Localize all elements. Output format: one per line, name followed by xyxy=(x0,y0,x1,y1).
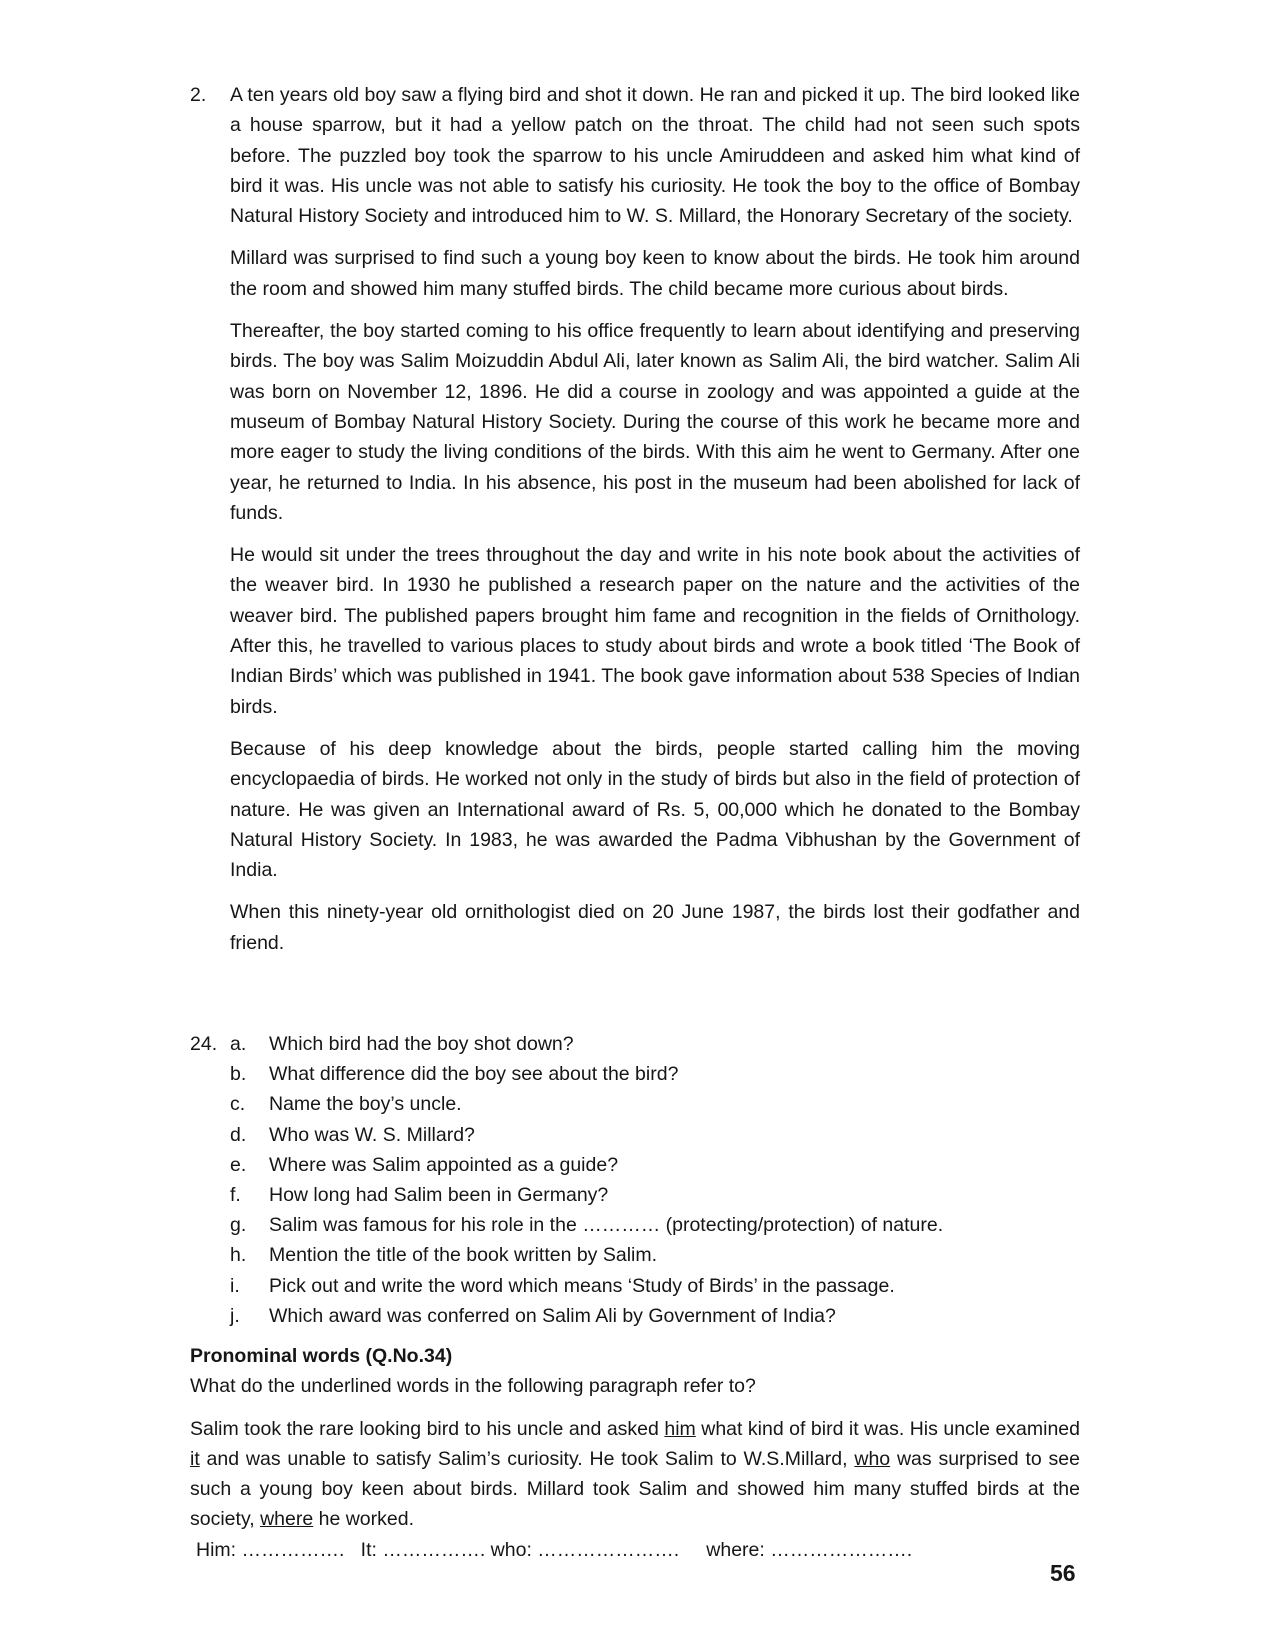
question-text: Name the boy’s uncle. xyxy=(269,1093,462,1116)
question-item xyxy=(230,1089,1080,1119)
question-letter: e. xyxy=(230,1153,247,1176)
text-segment: and was unable to satisfy Salim’s curiosity. He took Salim to W.S.Millard, xyxy=(199,1447,855,1470)
question-text: Who was W. S. Millard? xyxy=(269,1123,475,1146)
question-item xyxy=(230,1301,1080,1331)
question-item xyxy=(230,1120,1080,1150)
pronominal-paragraph xyxy=(190,1414,1080,1535)
answer-blanks: Him: ……………. It: ……………. who: …………………. where: …………………. xyxy=(196,1538,913,1561)
question-item xyxy=(230,1271,1080,1301)
question-text: Which bird had the boy shot down? xyxy=(269,1033,574,1055)
question-letter: i. xyxy=(230,1274,240,1297)
text-segment: he worked. xyxy=(313,1508,415,1531)
question-text: Pick out and write the word which means ‘Study of Birds’ in the passage. xyxy=(269,1274,895,1297)
question-letter: f. xyxy=(230,1184,241,1207)
page-number: 56 xyxy=(1050,1560,1076,1586)
passage-paragraph: He would sit under the trees throughout the day and write in his note book about the activities of the weaver bird. In 1930 he published a research paper on the nature and the activities of the weaver bird. The published papers brought him fame and recognition in the fields of Ornithology. After this, he travelled to various places to study about birds and wrote a book titled ‘The Book of Indian Birds’ which was published in 1941. The book gave information about 538 Species of Indian birds. xyxy=(230,544,1080,718)
question-letter: h. xyxy=(230,1244,247,1267)
section-heading: Pronominal words (Q.No.34) xyxy=(190,1345,453,1367)
question-item xyxy=(230,1150,1080,1180)
question-letter: b. xyxy=(230,1063,247,1086)
passage-paragraph: Because of his deep knowledge about the birds, people started calling him the moving encyclopaedia of birds. He worked not only in the study of birds but also in the field of protection of nature. He was given an International award of Rs. 5, 00,000 which he donated to the Bombay Natural History Society. In 1983, he was awarded the Padma Vibhushan by the Government of India. xyxy=(230,737,1080,882)
question-item xyxy=(230,1180,1080,1210)
section-instruction: What do the underlined words in the following paragraph refer to? xyxy=(190,1375,756,1398)
question-text: What difference did the boy see about the bird? xyxy=(269,1063,679,1086)
pronominal-section xyxy=(190,1341,1080,1565)
underlined-word-where: where xyxy=(260,1508,314,1531)
question-letter: j. xyxy=(230,1304,240,1327)
question-letter: g. xyxy=(230,1214,247,1237)
question-text: Mention the title of the book written by Salim. xyxy=(269,1244,658,1267)
passage-paragraph: Thereafter, the boy started coming to his office frequently to learn about identifying and preserving birds. The boy was Salim Moizuddin Abdul Ali, later known as Salim Ali, the bird watcher. Salim Ali was born on November 12, 1896. He did a course in zoology and was appointed a guide at the museum of Bombay Natural History Society. During the course of this work he became more and more eager to study the living conditions of the birds. With this aim he went to Germany. After one year, he returned to India. In his absence, his post in the museum had been abolished for lack of funds. xyxy=(230,320,1080,524)
question-letter: c. xyxy=(230,1093,246,1116)
passage-paragraph: A ten years old boy saw a flying bird and shot it down. He ran and picked it up. The bird looked like a house sparrow, but it had a yellow patch on the throat. The child had not seen such spots before. The puzzled boy took the sparrow to his uncle Amiruddeen and asked him what kind of bird it was. His uncle was not able to satisfy his curiosity. He took the boy to the office of Bombay Natural History Society and introduced him to W. S. Millard, the Honorary Secretary of the society. xyxy=(230,84,1080,228)
question-item xyxy=(230,1240,1080,1270)
text-segment: was surprised to see such a young boy keen about birds. Millard took Salim and showed him many stuffed birds at the society, xyxy=(190,1447,1080,1531)
question-letter: a. xyxy=(230,1033,247,1055)
question-text: Salim was famous for his role in the ………… (protecting/protection) of nature. xyxy=(269,1214,944,1237)
underlined-word-him: him xyxy=(664,1417,696,1440)
passage-paragraph: When this ninety-year old ornithologist died on 20 June 1987, the birds lost their godfather and friend. xyxy=(230,901,1080,954)
underlined-word-it: it xyxy=(190,1447,200,1470)
question-item xyxy=(230,1210,1080,1240)
question-text: How long had Salim been in Germany? xyxy=(269,1184,609,1207)
question-text: Which award was conferred on Salim Ali by Government of India? xyxy=(269,1304,836,1327)
text-segment: Salim took the rare looking bird to his uncle and asked xyxy=(190,1417,665,1440)
question-letter: d. xyxy=(230,1123,247,1146)
question-number: 24. xyxy=(190,1033,218,1055)
passage-number: 2. xyxy=(190,84,207,106)
reading-passage xyxy=(190,80,1080,970)
question-list xyxy=(190,1029,1080,1331)
underlined-word-who: who xyxy=(854,1447,891,1470)
question-item xyxy=(230,1029,1080,1059)
passage-paragraph: Millard was surprised to find such a young boy keen to know about the birds. He took him around the room and showed him many stuffed birds. The child became more curious about birds. xyxy=(230,247,1080,300)
question-item xyxy=(230,1059,1080,1089)
text-segment: what kind of bird it was. His uncle examined xyxy=(695,1417,1081,1440)
question-text: Where was Salim appointed as a guide? xyxy=(269,1153,619,1176)
